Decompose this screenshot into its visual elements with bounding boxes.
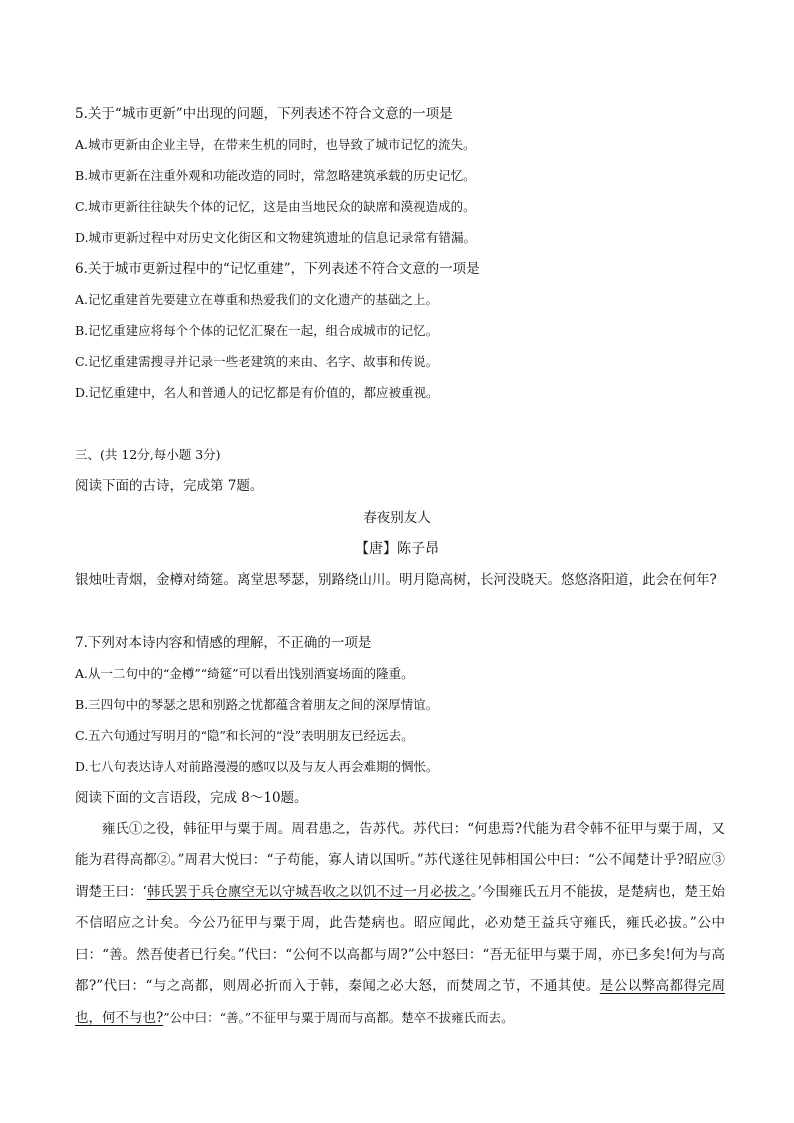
passage-part-3: ”公中曰：“善。”不征甲与粟于周而与高都。楚卒不拔雍氏而去。 [163,1010,514,1026]
q7-option-b: B.三四句中的琴瑟之思和别路之忧都蕴含着朋友之间的深厚情谊。 [75,697,439,712]
q7-option-d: D.七八句表达诗人对前路漫漫的感叹以及与友人再会难期的惆怅。 [75,759,439,774]
q5-stem: 5.关于“城市更新”中出现的问题，下列表述不符合文意的一项是 [75,106,453,122]
classical-instruction: 阅读下面的文言语段，完成 8～10题。 [75,790,308,806]
classical-passage [75,814,725,1035]
section-instruction: 阅读下面的古诗，完成第 7题。 [75,478,264,494]
section-heading: 三、(共 12分,每小题 3分) [75,447,221,462]
q6-option-a: A.记忆重建首先要建立在尊重和热爱我们的文化遗产的基础之上。 [75,292,439,307]
poem-title: 春夜别友人 [363,510,431,526]
poem-text: 银烛吐青烟，金樽对绮筵。离堂思琴瑟，别路绕山川。明月隐高树，长河没晓天。悠悠洛阳道，此会在何年? [75,572,717,588]
passage-part-2: 。’今围雍氏五月不能拔，是楚病也，楚王始不信昭应之计矣。今公乃征甲与粟于周，此告楚病也。昭应闻此，必劝楚王益兵守雍氏，雍氏必拔。”公中曰：“善。然吾使者已行矣。”代曰：“公何不以高都与周?”公中怒曰：“吾无征甲与粟于周，亦已多矣!何为与高都?”代曰：“与之高都，则周必折而入于韩，秦闻之必大怒，而焚周之节，不通其使。 [75,883,726,995]
passage-part-1: 雍氏①之役，韩征甲与粟于周。周君患之，告苏代。苏代曰：“何患焉?代能为君令韩不征甲与粟于周，又能为君得高都②。”周君大悦曰：“子苟能，寡人请以国听。”苏代遂往见韩相国公中曰：“公不闻楚计乎?昭应③谓楚王曰：‘ [75,821,725,900]
q6-stem: 6.关于城市更新过程中的“记忆重建”，下列表述不符合文意的一项是 [75,261,480,277]
q5-option-c: C.城市更新往往缺失个体的记忆，这是由当地民众的缺席和漠视造成的。 [75,199,476,214]
q6-option-d: D.记忆重建中，名人和普通人的记忆都是有价值的，都应被重视。 [75,385,439,400]
q6-option-b: B.记忆重建应将每个个体的记忆汇聚在一起，组合成城市的记忆。 [75,323,439,338]
q7-option-c: C.五六句通过写明月的“隐”和长河的“没”表明朋友已经远去。 [75,728,414,743]
q6-option-c: C.记忆重建需搜寻并记录一些老建筑的来由、名字、故事和传说。 [75,354,439,369]
q5-option-b: B.城市更新在注重外观和功能改造的同时，常忽略建筑承载的历史记忆。 [75,168,476,183]
poem-author: 【唐】陈子昂 [355,541,439,557]
q7-option-a: A.从一二句中的“金樽”“绮筵”可以看出饯别酒宴场面的隆重。 [75,666,414,681]
q5-option-d: D.城市更新过程中对历史文化街区和文物建筑遗址的信息记录常有错漏。 [75,230,477,245]
q7-stem: 7.下列对本诗内容和情感的理解，不正确的一项是 [75,635,372,651]
underlined-sentence-1: 韩氏罢于兵仓廪空无以守城吾收之以饥不过一月必拔之 [146,883,471,900]
q5-option-a: A.城市更新由企业主导，在带来生机的同时，也导致了城市记忆的流失。 [75,137,476,152]
underlined-sentence-2: 是公以弊高都得完周也，何不与也? [75,978,725,1027]
